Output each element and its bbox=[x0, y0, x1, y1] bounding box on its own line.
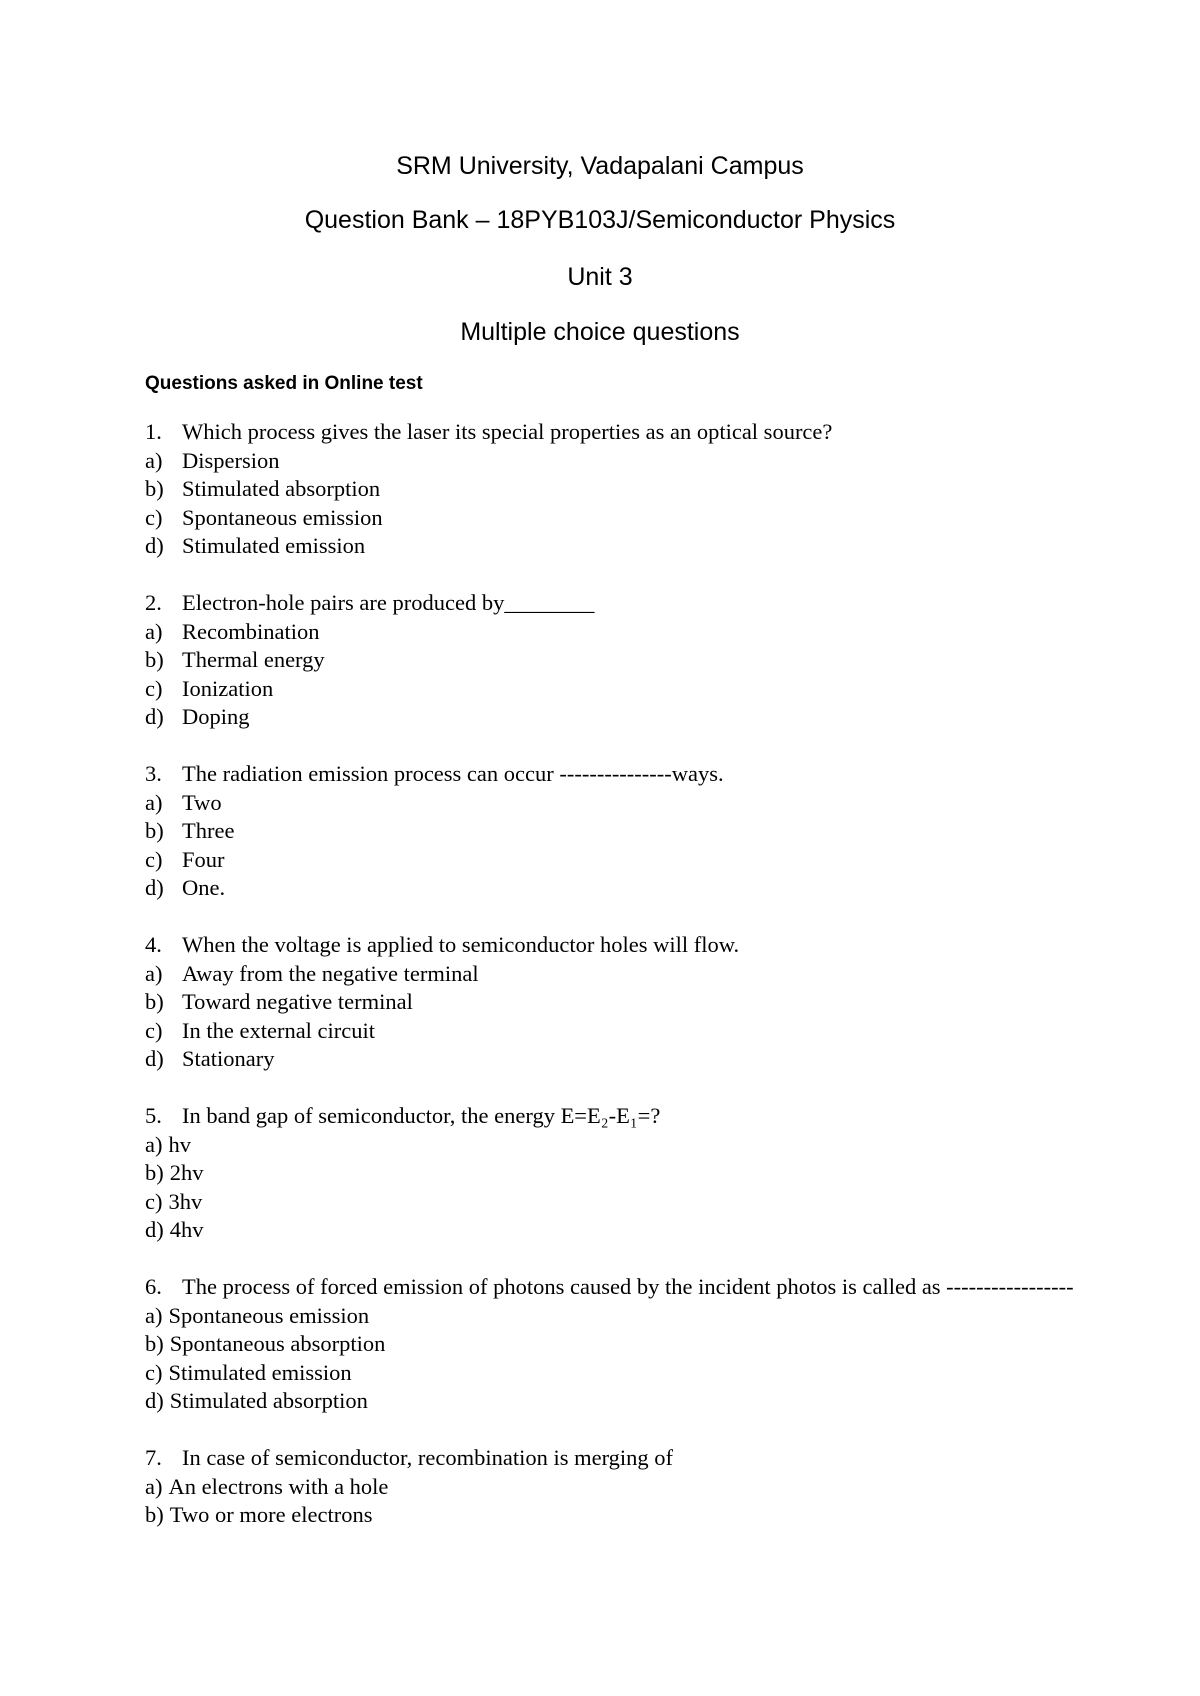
option-text: Two or more electrons bbox=[169, 1502, 373, 1527]
question-type-title: Multiple choice questions bbox=[460, 318, 740, 346]
question-7 bbox=[145, 1444, 1075, 1530]
option-b bbox=[145, 475, 1075, 504]
option-text: 3hv bbox=[168, 1188, 203, 1214]
option-text: Recombination bbox=[182, 618, 320, 644]
option-text: Stimulated emission bbox=[168, 1359, 352, 1385]
option-a bbox=[145, 618, 1075, 647]
section-label: Questions asked in Online test bbox=[145, 373, 423, 394]
option-b bbox=[145, 646, 1075, 675]
option-text: Three bbox=[182, 818, 235, 843]
question-text: Which process gives the laser its special properties as an optical source? bbox=[182, 419, 833, 444]
question-bank-title: Question Bank – 18PYB103J/Semiconductor Physics bbox=[304, 206, 896, 234]
option-c bbox=[145, 1017, 1075, 1046]
option-a bbox=[145, 447, 1075, 476]
option-d bbox=[145, 1387, 1075, 1416]
question-stem bbox=[145, 418, 1075, 447]
question-number: 4. bbox=[145, 932, 162, 957]
question-text: The process of forced emission of photons caused by the incident photos is called as ----------------- bbox=[182, 1274, 1074, 1299]
option-letter: a) bbox=[145, 618, 163, 644]
option-letter: c) bbox=[145, 846, 163, 872]
option-d bbox=[145, 532, 1075, 561]
option-b bbox=[145, 1330, 1075, 1359]
option-letter: a) bbox=[145, 789, 163, 815]
option-letter: b) bbox=[145, 989, 164, 1014]
unit-title: Unit 3 bbox=[567, 263, 633, 291]
question-5 bbox=[145, 1102, 1075, 1245]
question-text: In case of semiconductor, recombination is merging of bbox=[182, 1445, 674, 1470]
option-b bbox=[145, 1501, 1075, 1530]
option-c bbox=[145, 1188, 1075, 1217]
option-letter: c) bbox=[145, 504, 163, 530]
option-letter: b) bbox=[145, 1331, 164, 1356]
option-text: Dispersion bbox=[182, 447, 280, 473]
option-b bbox=[145, 988, 1075, 1017]
question-number: 2. bbox=[145, 590, 162, 615]
option-a bbox=[145, 789, 1075, 818]
question-number: 7. bbox=[145, 1445, 162, 1470]
option-text: Spontaneous absorption bbox=[169, 1331, 386, 1356]
question-stem bbox=[145, 1444, 1075, 1473]
option-letter: a) bbox=[145, 1473, 163, 1499]
option-text: In the external circuit bbox=[182, 1017, 376, 1043]
question-text: The radiation emission process can occur ---------------ways. bbox=[182, 761, 724, 786]
option-text: An electrons with a hole bbox=[168, 1473, 389, 1499]
option-text: Toward negative terminal bbox=[182, 989, 413, 1014]
option-d bbox=[145, 874, 1075, 903]
question-1 bbox=[145, 418, 1075, 561]
option-c bbox=[145, 504, 1075, 533]
option-letter: b) bbox=[145, 1160, 164, 1185]
option-text: Stimulated emission bbox=[182, 533, 366, 558]
option-letter: a) bbox=[145, 960, 163, 986]
option-text: Spontaneous emission bbox=[182, 504, 383, 530]
option-letter: d) bbox=[145, 875, 164, 900]
option-text: 4hv bbox=[169, 1217, 204, 1242]
option-text: Thermal energy bbox=[182, 647, 325, 672]
question-2 bbox=[145, 589, 1075, 732]
option-letter: a) bbox=[145, 447, 163, 473]
option-letter: b) bbox=[145, 476, 164, 501]
option-text: One. bbox=[182, 875, 226, 900]
question-stem bbox=[145, 589, 1075, 618]
option-letter: c) bbox=[145, 1359, 163, 1385]
option-b bbox=[145, 1159, 1075, 1188]
option-a bbox=[145, 1473, 1075, 1502]
option-letter: c) bbox=[145, 1017, 163, 1043]
option-letter: a) bbox=[145, 1302, 163, 1328]
option-b bbox=[145, 817, 1075, 846]
option-text: Four bbox=[182, 846, 225, 872]
option-a bbox=[145, 960, 1075, 989]
option-d bbox=[145, 1216, 1075, 1245]
option-letter: c) bbox=[145, 675, 163, 701]
option-d bbox=[145, 1045, 1075, 1074]
question-text: When the voltage is applied to semiconductor holes will flow. bbox=[182, 932, 740, 957]
option-letter: c) bbox=[145, 1188, 163, 1214]
question-number: 6. bbox=[145, 1274, 162, 1299]
option-letter: b) bbox=[145, 647, 164, 672]
option-text: Stationary bbox=[182, 1046, 275, 1071]
option-d bbox=[145, 703, 1075, 732]
option-a bbox=[145, 1131, 1075, 1160]
option-letter: d) bbox=[145, 533, 164, 558]
question-text: Electron-hole pairs are produced by________ bbox=[182, 590, 595, 615]
option-letter: b) bbox=[145, 818, 164, 843]
option-text: hv bbox=[168, 1131, 191, 1157]
question-number: 5. bbox=[145, 1103, 162, 1128]
question-number: 1. bbox=[145, 419, 162, 444]
option-a bbox=[145, 1302, 1075, 1331]
option-c bbox=[145, 1359, 1075, 1388]
option-letter: b) bbox=[145, 1502, 164, 1527]
question-3 bbox=[145, 760, 1075, 903]
option-letter: a) bbox=[145, 1131, 163, 1157]
option-letter: d) bbox=[145, 704, 164, 729]
option-text: Spontaneous emission bbox=[168, 1302, 370, 1328]
option-c bbox=[145, 675, 1075, 704]
question-stem bbox=[145, 760, 1075, 789]
question-6 bbox=[145, 1273, 1075, 1416]
option-text: 2hv bbox=[169, 1160, 204, 1185]
question-4 bbox=[145, 931, 1075, 1074]
university-title: SRM University, Vadapalani Campus bbox=[396, 152, 804, 180]
question-stem bbox=[145, 1102, 1075, 1131]
option-text: Away from the negative terminal bbox=[182, 960, 479, 986]
option-c bbox=[145, 846, 1075, 875]
question-number: 3. bbox=[145, 761, 162, 786]
question-stem bbox=[145, 1273, 1075, 1302]
option-letter: d) bbox=[145, 1217, 164, 1242]
option-text: Ionization bbox=[182, 675, 274, 701]
option-text: Two bbox=[182, 789, 222, 815]
option-text: Stimulated absorption bbox=[182, 476, 381, 501]
option-text: Stimulated absorption bbox=[169, 1388, 368, 1413]
option-text: Doping bbox=[182, 704, 250, 729]
option-letter: d) bbox=[145, 1046, 164, 1071]
question-list bbox=[145, 418, 1075, 1558]
question-stem bbox=[145, 931, 1075, 960]
option-letter: d) bbox=[145, 1388, 164, 1413]
question-text: In band gap of semiconductor, the energy E=E₂-E₁=? bbox=[182, 1103, 661, 1128]
